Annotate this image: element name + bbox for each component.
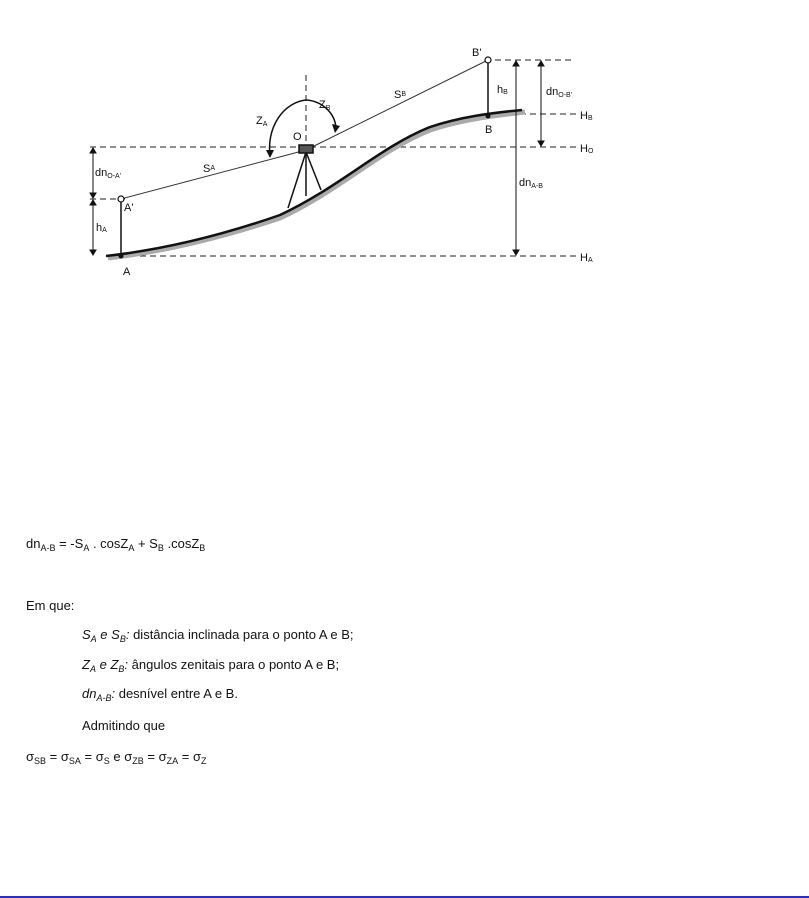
admitindo-text: Admitindo que	[82, 718, 166, 733]
label-b-prime: B'	[472, 47, 482, 59]
target-b-prime	[485, 57, 491, 63]
label-o: O	[293, 131, 302, 143]
label-a: A	[123, 266, 131, 278]
label-za: ZA	[256, 115, 268, 128]
definition-z: $Z_A$ e $Z_B$: ângulos zenitais para o ponto A e B;	[82, 657, 340, 674]
label-hb: hB	[497, 84, 508, 96]
definition-dn: $dn_{A-B}$: desnível entre A e B.	[82, 686, 238, 703]
arc-zb-arrow	[332, 124, 340, 133]
label-dn-ob: dnO-B'	[546, 86, 573, 99]
label-hb-level: HB	[580, 110, 593, 122]
label-dn-ab: dnA-B	[519, 177, 543, 190]
terrain-shadow	[108, 112, 525, 258]
label-a-prime: A'	[124, 202, 134, 214]
label-b: B	[485, 124, 493, 136]
label-ho-level: HO	[580, 143, 594, 155]
label-ha: hA	[96, 222, 107, 234]
leveling-diagram	[0, 0, 809, 300]
label-sa: SA	[203, 163, 216, 175]
point-b-marker	[486, 114, 491, 119]
label-ha-level: HA	[580, 252, 593, 264]
formula-dn-ab: $dn_{A-B} = -S_A$ . $\cos Z_A + S_B$ .cosZ$_B$	[26, 536, 206, 553]
em-que-heading: Em que:	[26, 598, 75, 613]
dimension-lines	[90, 61, 544, 255]
terrain-line	[106, 110, 522, 256]
point-a-marker	[119, 254, 124, 259]
definition-s: $S_A$ e $S_B$: distância inclinada para o ponto A e B;	[82, 627, 354, 644]
label-sb: SB	[394, 89, 407, 101]
sigma-equation: $\sigma_{SB} = \sigma_{SA} = \sigma_S$ e $\sigma_{ZB} = \sigma_{ZA} = \sigma_Z$	[26, 749, 207, 766]
label-zb: ZB	[319, 99, 331, 112]
sight-line-sa	[121, 150, 306, 199]
sight-line-sb	[306, 60, 488, 150]
label-dn-oa: dnO-A'	[95, 167, 122, 180]
arc-za-arrow	[266, 150, 274, 158]
